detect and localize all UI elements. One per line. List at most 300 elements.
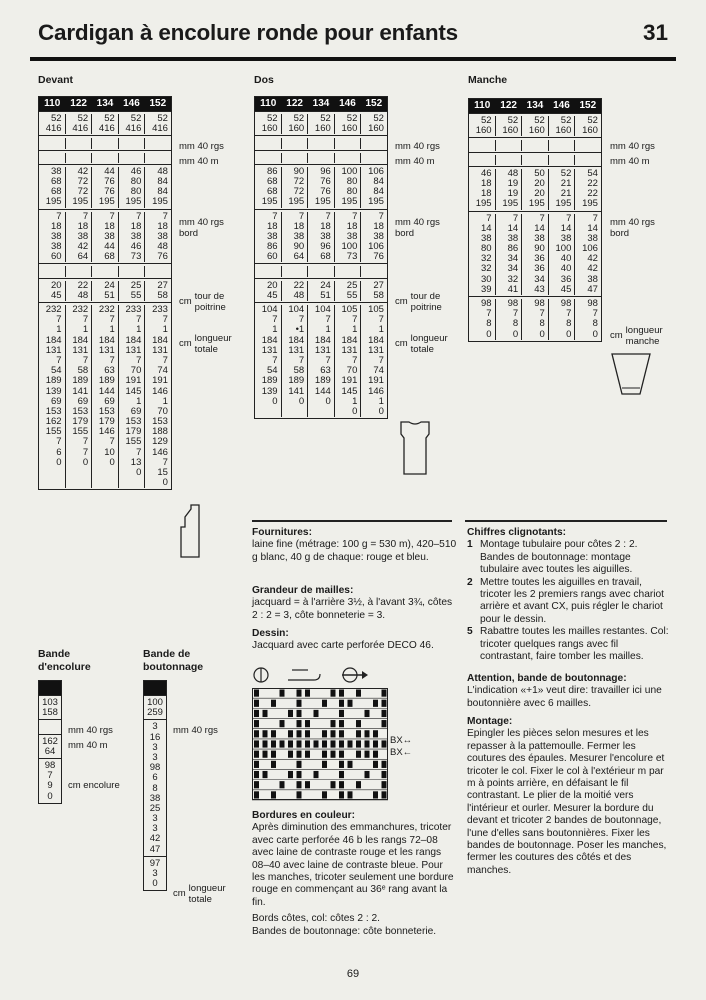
table-column xyxy=(548,169,575,210)
punchcard-hole xyxy=(322,751,327,758)
table-cell: 106 xyxy=(368,165,384,177)
table-cell: 7 xyxy=(56,436,62,448)
table-column xyxy=(144,167,171,208)
punchcard-hole xyxy=(254,700,259,707)
table-cell: 42 xyxy=(587,263,598,275)
punchcard-hole xyxy=(297,700,302,707)
table-cell: 18 xyxy=(293,220,305,232)
table-column xyxy=(469,214,495,296)
table-cell: 7 xyxy=(109,314,115,326)
table-cell: 153 xyxy=(98,405,115,417)
montage-section: Montage: Epingler les pièces selon mesures et les repasser à la pattemoulle. Fermer les coutures des épaules. Mesurer l'encolure et tricoter le col. Fixer le col à l'extérieur m par m à points arrière, en défaisant le fil contrastant. Le plier de la moitié vers l'intérieur et ourler. Mesurer la bordure du devant et tricoter 2 bandes de boutonnage, l'une d'elles sans boutonnières. Fixer les bandes de boutonnage. Poser les manches, fermer les coutures des côtés et des manches. xyxy=(467,716,667,876)
band-block xyxy=(39,719,61,733)
table-block xyxy=(39,150,171,164)
punchcard-hole xyxy=(373,791,378,798)
table-cell: 195 xyxy=(288,196,305,208)
punchcard-hole xyxy=(297,761,302,768)
table-cell: 7 xyxy=(136,446,142,458)
band-cell: 16 xyxy=(149,731,161,743)
table-column xyxy=(360,305,387,417)
table-cell: 14 xyxy=(560,222,572,234)
table-cell: 7 xyxy=(566,212,572,224)
table-cell: 24 xyxy=(104,279,115,291)
table-cell xyxy=(66,153,89,163)
punchcard-hole xyxy=(382,710,387,717)
table-cell: 189 xyxy=(72,375,89,387)
table-cell: 104 xyxy=(261,304,278,315)
table-cell: 131 xyxy=(152,344,168,356)
table-cell xyxy=(145,138,168,148)
table-cell: 76 xyxy=(104,186,115,198)
punchcard-hole xyxy=(356,720,361,727)
punchcard-hole xyxy=(382,791,387,798)
table-column xyxy=(118,305,145,488)
table-cell: 69 xyxy=(130,405,142,417)
punchcard-hole xyxy=(288,730,293,737)
size-header-cell: 152 xyxy=(149,97,167,109)
table-column xyxy=(495,214,522,296)
table-column xyxy=(65,114,92,134)
devant-label-mm40m: mm 40 m xyxy=(179,156,219,167)
table-cell: 84 xyxy=(157,186,168,198)
table-cell: 18 xyxy=(51,220,62,232)
table-column xyxy=(144,138,171,148)
table-cell: 155 xyxy=(45,426,62,438)
punchcard-hole xyxy=(297,771,302,778)
table-cell: 146 xyxy=(368,385,384,397)
table-column xyxy=(65,305,92,488)
punchcard-hole xyxy=(297,730,302,737)
table-cell: 195 xyxy=(475,198,492,210)
table-cell xyxy=(575,155,598,165)
table-cell: 189 xyxy=(261,375,278,387)
table-cell: 39 xyxy=(481,283,492,295)
punchcard-hole xyxy=(339,751,344,758)
table-column xyxy=(144,212,171,263)
table-column xyxy=(495,169,522,210)
dos-label-bord: mm 40 rgs bord xyxy=(395,217,440,239)
table-cell: 86 xyxy=(507,243,519,255)
table-column xyxy=(521,299,548,340)
table-column xyxy=(360,153,387,163)
table-cell: 98 xyxy=(507,298,519,309)
punchcard-hole xyxy=(331,690,336,697)
table-block xyxy=(469,152,601,166)
table-cell: 8 xyxy=(512,318,519,330)
table-column xyxy=(548,214,575,296)
table-cell: 7 xyxy=(512,212,519,224)
table-cell: 7 xyxy=(352,210,358,222)
table-cell: 73 xyxy=(346,251,358,263)
table-cell: 55 xyxy=(130,289,142,301)
punchcard-hole xyxy=(356,781,361,788)
table-cell: 7 xyxy=(136,210,142,222)
table-cell: 7 xyxy=(162,456,168,468)
size-header xyxy=(39,97,171,111)
size-header-cell: 122 xyxy=(70,97,87,109)
table-cell: 179 xyxy=(98,416,115,428)
table-cell: 86 xyxy=(267,241,278,253)
table-cell: 184 xyxy=(368,334,384,346)
table-cell xyxy=(39,138,62,148)
table-cell: 20 xyxy=(267,279,278,291)
band-cell: 3 xyxy=(152,741,158,753)
table-cell: 76 xyxy=(373,251,384,263)
size-header-cell: 134 xyxy=(312,97,330,109)
table-column xyxy=(91,266,118,276)
table-cell: 7 xyxy=(592,212,598,224)
table-column xyxy=(255,153,281,163)
table-cell: 38 xyxy=(507,232,519,244)
table-cell: 48 xyxy=(157,165,168,177)
table-cell: 72 xyxy=(77,186,89,198)
band-cell: 100 xyxy=(147,697,163,708)
table-column xyxy=(521,116,548,136)
table-cell xyxy=(255,266,278,276)
devant-label-mm40rgs: mm 40 rgs xyxy=(179,141,224,152)
dessin-section: Dessin: Jacquard avec carte perforée DECO 46. xyxy=(252,628,434,652)
punchcard-hole xyxy=(305,740,310,747)
punchcard-hole xyxy=(322,740,327,747)
punchcard-hole xyxy=(305,720,310,727)
table-cell: 7 xyxy=(298,210,305,222)
table-cell: 64 xyxy=(77,251,89,263)
table-cell: 24 xyxy=(320,279,331,291)
table-cell: 76 xyxy=(104,175,115,187)
table-column xyxy=(65,212,92,263)
punchcard-hole xyxy=(382,761,387,768)
table-column xyxy=(91,212,118,263)
table-cell: 38 xyxy=(373,230,384,242)
table-column xyxy=(118,138,145,148)
punchcard-hole xyxy=(314,740,319,747)
punchcard-hole xyxy=(339,690,344,697)
table-cell: 40 xyxy=(560,253,572,265)
table-cell: 7 xyxy=(352,354,358,366)
table-cell: 139 xyxy=(261,385,278,397)
table-cell: 18 xyxy=(104,220,115,232)
table-column xyxy=(495,116,522,136)
table-cell: 160 xyxy=(288,123,305,135)
table-column xyxy=(521,169,548,210)
table-block xyxy=(39,302,171,489)
table-cell: 7 xyxy=(298,314,305,326)
band-cell: 3 xyxy=(152,813,158,825)
table-cell xyxy=(549,155,572,165)
table-cell: 7 xyxy=(592,308,598,320)
table-cell: 18 xyxy=(77,220,89,232)
dos-shape-icon xyxy=(395,420,435,476)
table-cell: 86 xyxy=(267,165,278,177)
table-cell: 34 xyxy=(534,273,545,285)
table-cell: 1 xyxy=(378,324,384,336)
table-cell: 18 xyxy=(373,220,384,232)
punchcard-hole xyxy=(297,690,302,697)
punchcard-hole xyxy=(305,730,310,737)
table-cell: 22 xyxy=(293,279,305,291)
table-cell: 160 xyxy=(582,125,598,137)
table-column xyxy=(39,138,65,148)
table-cell: 191 xyxy=(125,375,142,387)
table-block xyxy=(469,296,601,341)
punchcard-hole xyxy=(322,730,327,737)
table-cell: 7 xyxy=(109,210,115,222)
table-cell: 44 xyxy=(104,241,115,253)
table-column xyxy=(495,299,522,340)
table-cell: 232 xyxy=(72,304,89,315)
table-cell xyxy=(496,155,519,165)
manche-table xyxy=(468,98,602,342)
table-cell: 153 xyxy=(125,416,142,428)
table-cell: 195 xyxy=(314,196,331,208)
punchcard-symbols xyxy=(252,664,382,686)
boutonnage-label-longueur: cm longueur totale xyxy=(173,883,226,905)
table-cell: 84 xyxy=(157,175,168,187)
table-cell: 7 xyxy=(82,314,89,326)
punchcard-hole xyxy=(297,791,302,798)
punchcard-hole xyxy=(271,751,276,758)
band-cell: 6 xyxy=(152,772,158,784)
band-cell: 7 xyxy=(47,770,53,782)
table-cell: 90 xyxy=(293,241,305,253)
table-cell: 18 xyxy=(320,220,331,232)
band-block xyxy=(39,734,61,758)
punchcard-hole xyxy=(280,720,285,727)
size-header xyxy=(255,97,387,111)
table-cell: 30 xyxy=(481,273,492,285)
table-column xyxy=(334,212,361,263)
table-cell: 191 xyxy=(341,375,358,387)
table-cell: 104 xyxy=(288,304,305,315)
table-cell: 22 xyxy=(77,279,89,291)
table-column xyxy=(307,281,334,301)
page-number-top: 31 xyxy=(642,20,668,45)
band-block xyxy=(39,758,61,803)
punchcard-hole xyxy=(373,730,378,737)
band-cell: 162 xyxy=(42,735,58,747)
punchcard-hole xyxy=(373,761,378,768)
table-column xyxy=(469,140,495,150)
table-cell: 145 xyxy=(341,385,358,397)
table-cell: 184 xyxy=(45,334,62,346)
punchcard-hole xyxy=(339,791,344,798)
table-column xyxy=(360,266,387,276)
punchcard-hole xyxy=(288,710,293,717)
table-cell: 72 xyxy=(77,175,89,187)
band-cell: 9 xyxy=(47,780,53,792)
table-cell: 38 xyxy=(51,230,62,242)
table-cell: 146 xyxy=(98,426,115,438)
table-cell xyxy=(522,155,545,165)
table-block xyxy=(39,263,171,277)
table-cell: 129 xyxy=(152,436,168,448)
table-cell: 32 xyxy=(481,253,492,265)
table-cell: 52 xyxy=(267,113,278,124)
table-column xyxy=(469,155,495,165)
table-cell: 20 xyxy=(51,279,62,291)
divider-right xyxy=(465,520,667,522)
table-cell: 100 xyxy=(555,243,572,255)
band-block xyxy=(144,719,166,855)
punchcard-hole xyxy=(348,791,353,798)
bordures-section: Bordures en couleur: Après diminution des emmanchures, tricoter avec carte perforée 46 b les rangs 72–08 avec laine de contraste rouge et les rangs 08–40 avec laine de contraste bleue. Pour les manches, tricoter seulement une bordure rouge en commençant au 36ᵉ rang avant la fin. Bords côtes, col: côtes 2 : 2. Bandes de boutonnage: côte bonneterie. xyxy=(252,810,454,937)
table-column xyxy=(91,153,118,163)
table-cell: 74 xyxy=(157,365,168,377)
table-cell xyxy=(119,153,142,163)
table-column xyxy=(307,138,334,148)
table-cell: 80 xyxy=(346,175,358,187)
devant-shape-icon xyxy=(179,503,201,559)
table-block xyxy=(255,302,387,418)
table-cell: 38 xyxy=(560,232,572,244)
table-cell: 8 xyxy=(566,318,572,330)
table-cell: 184 xyxy=(314,334,331,346)
table-column xyxy=(91,167,118,208)
table-column xyxy=(307,114,334,134)
size-header-cell: 134 xyxy=(96,97,114,109)
table-cell: 45 xyxy=(560,283,572,295)
band-cell: 42 xyxy=(149,833,161,845)
table-cell: 70 xyxy=(130,365,142,377)
table-column xyxy=(281,114,308,134)
band-cell: 259 xyxy=(147,707,163,719)
punchcard-hole xyxy=(356,740,361,747)
table-column xyxy=(307,212,334,263)
table-cell: 195 xyxy=(528,198,545,210)
table-cell: 144 xyxy=(314,385,331,397)
table-cell: 7 xyxy=(162,210,168,222)
table-cell xyxy=(308,266,331,276)
table-cell xyxy=(145,266,168,276)
table-cell: 38 xyxy=(293,230,305,242)
table-cell: 52 xyxy=(346,113,358,124)
punchcard-hole xyxy=(280,740,285,747)
table-column xyxy=(469,169,495,210)
table-cell: 416 xyxy=(152,123,168,135)
table-cell: 131 xyxy=(288,344,305,356)
table-cell: 38 xyxy=(157,230,168,242)
punchcard-hole xyxy=(331,730,336,737)
band-cell: 98 xyxy=(44,759,56,771)
table-cell: 38 xyxy=(77,230,89,242)
table-cell: 7 xyxy=(56,210,62,222)
table-cell: 68 xyxy=(104,251,115,263)
punchcard-hole xyxy=(254,690,259,697)
table-column xyxy=(334,281,361,301)
table-cell: 141 xyxy=(72,385,89,397)
table-cell: 189 xyxy=(98,375,115,387)
table-block xyxy=(255,150,387,164)
table-cell: 195 xyxy=(555,198,572,210)
table-cell: 42 xyxy=(77,241,89,253)
table-column xyxy=(144,114,171,134)
table-cell: 131 xyxy=(314,344,331,356)
table-cell: 153 xyxy=(152,416,168,428)
table-cell: 7 xyxy=(82,354,89,366)
table-cell: 98 xyxy=(534,298,545,309)
table-cell xyxy=(282,138,305,148)
table-cell xyxy=(496,140,519,150)
punchcard-hole xyxy=(365,740,370,747)
table-column xyxy=(334,167,361,208)
table-column xyxy=(281,281,308,301)
punchcard-hole xyxy=(339,771,344,778)
encolure-label-cm: cm encolure xyxy=(68,780,120,791)
table-column xyxy=(281,305,308,417)
table-cell: 58 xyxy=(157,289,168,301)
dos-label-tour: cm tour de poitrine xyxy=(395,291,442,313)
table-cell xyxy=(282,266,305,276)
table-cell: 19 xyxy=(507,177,519,189)
table-cell: 68 xyxy=(267,175,278,187)
table-cell xyxy=(255,138,278,148)
table-cell: 0 xyxy=(566,328,572,340)
table-cell: 52 xyxy=(481,115,492,126)
table-cell: 184 xyxy=(261,334,278,346)
table-block xyxy=(255,135,387,149)
table-cell: 80 xyxy=(346,186,358,198)
punchcard-hole xyxy=(382,771,387,778)
manche-label-mm40m: mm 40 m xyxy=(610,156,650,167)
punchcard-hole xyxy=(271,730,276,737)
table-cell: 38 xyxy=(587,273,598,285)
table-cell xyxy=(119,138,142,148)
table-column xyxy=(307,305,334,417)
table-cell: 0 xyxy=(56,456,62,468)
table-cell xyxy=(361,138,384,148)
table-cell: 144 xyxy=(98,385,115,397)
table-cell: 36 xyxy=(534,263,545,275)
table-cell: 14 xyxy=(507,222,519,234)
table-cell: 7 xyxy=(486,308,492,320)
table-cell: 7 xyxy=(539,212,545,224)
table-column xyxy=(281,167,308,208)
table-cell: 131 xyxy=(45,344,62,356)
table-cell xyxy=(469,155,492,165)
table-cell: 38 xyxy=(104,230,115,242)
table-cell: 52 xyxy=(293,113,305,124)
table-cell: 18 xyxy=(481,177,492,189)
table-cell: 0 xyxy=(82,456,89,468)
table-column xyxy=(118,167,145,208)
table-block xyxy=(255,278,387,302)
punchcard-hole xyxy=(263,771,268,778)
punchcard-hole xyxy=(314,771,319,778)
table-cell: 179 xyxy=(72,416,89,428)
table-cell: 7 xyxy=(378,314,384,326)
table-cell xyxy=(308,153,331,163)
table-cell: 22 xyxy=(587,177,598,189)
table-block xyxy=(469,211,601,297)
table-cell: 195 xyxy=(261,196,278,208)
dos-heading: Dos xyxy=(254,74,274,86)
table-cell xyxy=(92,153,115,163)
encolure-label-mm40rgs: mm 40 rgs xyxy=(68,725,113,736)
table-cell xyxy=(549,140,572,150)
table-cell: 232 xyxy=(98,304,115,315)
size-header-cell: 152 xyxy=(579,99,597,111)
table-block xyxy=(255,263,387,277)
punchcard-hole xyxy=(280,690,285,697)
table-column xyxy=(307,153,334,163)
table-cell xyxy=(335,266,358,276)
table-cell: 58 xyxy=(293,365,305,377)
table-cell: 160 xyxy=(314,123,331,135)
table-column xyxy=(281,212,308,263)
table-cell: 131 xyxy=(341,344,358,356)
table-cell: 160 xyxy=(368,123,384,135)
punchcard-hole xyxy=(365,751,370,758)
